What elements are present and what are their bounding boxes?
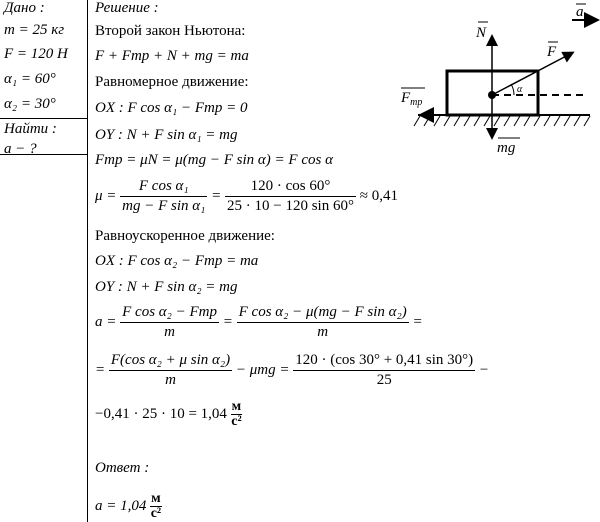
a-lhs: a = bbox=[95, 313, 117, 330]
mu-den-1: mg − F sin α₁ bbox=[122, 198, 206, 214]
label-alpha: α bbox=[517, 84, 523, 95]
label-F: F bbox=[547, 44, 557, 60]
a2-num-2: 120 · (cos 30° + 0,41 sin 30°) bbox=[293, 352, 475, 371]
given-force: F = 120 Н bbox=[4, 46, 68, 62]
a2-den-2: 25 bbox=[376, 372, 392, 388]
a-equation-2: = $\frac{\text{F(cos α₂ + μ sin α₂)}}{m}$ − μmg = $\frac{120 \cdot (\cos 30^\circ + 0,41 \sin 30^\circ)}{25}$ − bbox=[95, 352, 490, 388]
answer-value: a = 1,04 bbox=[95, 497, 147, 514]
answer-unit-top: м bbox=[151, 491, 161, 506]
unit-bottom: с² bbox=[231, 414, 242, 429]
a-den-2: m bbox=[317, 324, 329, 340]
newton-title: Второй закон Ньютона: bbox=[95, 23, 246, 39]
uniform-title: Равномерное движение: bbox=[95, 74, 249, 90]
angle-arc bbox=[511, 84, 514, 95]
a-equation: a = $\frac{\text{F cos α₂ − Fтр}}{m}$ = $\frac{\text{F cos α₂ − μ(mg − F sin α₂)}}{m}$ = bbox=[95, 304, 423, 340]
label-mg: mg bbox=[497, 140, 516, 156]
newton-equation: F + Fтр + N + mg = ma bbox=[95, 48, 249, 64]
label-N: N bbox=[476, 25, 487, 41]
given-alpha1: α₁ = 60° bbox=[4, 71, 56, 87]
mu-num-2: 120 · cos 60° bbox=[225, 178, 356, 197]
unit-top: м bbox=[231, 399, 242, 414]
a-num-2: F cos α₂ − μ(mg − F sin α₂) bbox=[237, 304, 409, 323]
a2-mid: − μmg = bbox=[235, 361, 290, 378]
mu-lhs: μ = bbox=[95, 187, 117, 204]
a2-den-1: m bbox=[165, 372, 176, 388]
solution-header: Решение : bbox=[95, 0, 159, 16]
label-Ftr: $F_{тр}$ bbox=[401, 90, 423, 108]
mu-equation: μ = $\frac{\text{F cos α₁}}{\text{mg − F sin α₁}}$ = $\frac{120 \cdot \cos 60^\circ}{25 \cdot 10 - 120 \sin 60^\circ}$ ≈ 0,41 bbox=[95, 178, 398, 214]
a-num-1: F cos α₂ − Fтр bbox=[120, 304, 219, 323]
oy-uniform: OY : N + F sin α₁ = mg bbox=[95, 127, 238, 143]
given-header: Дано : bbox=[4, 0, 45, 16]
final-calc: −0,41 · 25 · 10 = 1,04 bbox=[95, 405, 227, 422]
mu-num-1: F cos α₁ bbox=[120, 178, 207, 197]
answer-title: Ответ : bbox=[95, 460, 150, 476]
answer-unit-bottom: с² bbox=[150, 506, 162, 521]
ox-uniform: OX : F cos α₁ − Fтр = 0 bbox=[95, 100, 248, 116]
ox-accel: OX : F cos α₂ − Fтр = ma bbox=[95, 253, 259, 269]
given-mass: m = 25 кг bbox=[4, 22, 65, 38]
find-value: a − ? bbox=[4, 141, 37, 157]
mu-den-2: 25 · 10 − 120 sin 60° bbox=[227, 198, 354, 214]
applied-force-arrow bbox=[492, 53, 572, 95]
label-a: a bbox=[576, 4, 584, 20]
given-alpha2: α₂ = 30° bbox=[4, 96, 56, 112]
a2-num-1: F(cos α₂ + μ sin α₂) bbox=[109, 352, 232, 371]
friction-equation: Fтр = μN = μ(mg − F sin α) = F cos α bbox=[95, 152, 333, 168]
oy-accel: OY : N + F sin α₂ = mg bbox=[95, 279, 238, 295]
accel-title: Равноускоренное движение: bbox=[95, 228, 275, 244]
a-den-1: m bbox=[164, 324, 175, 340]
surface-hatching bbox=[414, 116, 590, 126]
find-header: Найти : bbox=[4, 121, 57, 137]
mu-result: ≈ 0,41 bbox=[359, 187, 398, 204]
